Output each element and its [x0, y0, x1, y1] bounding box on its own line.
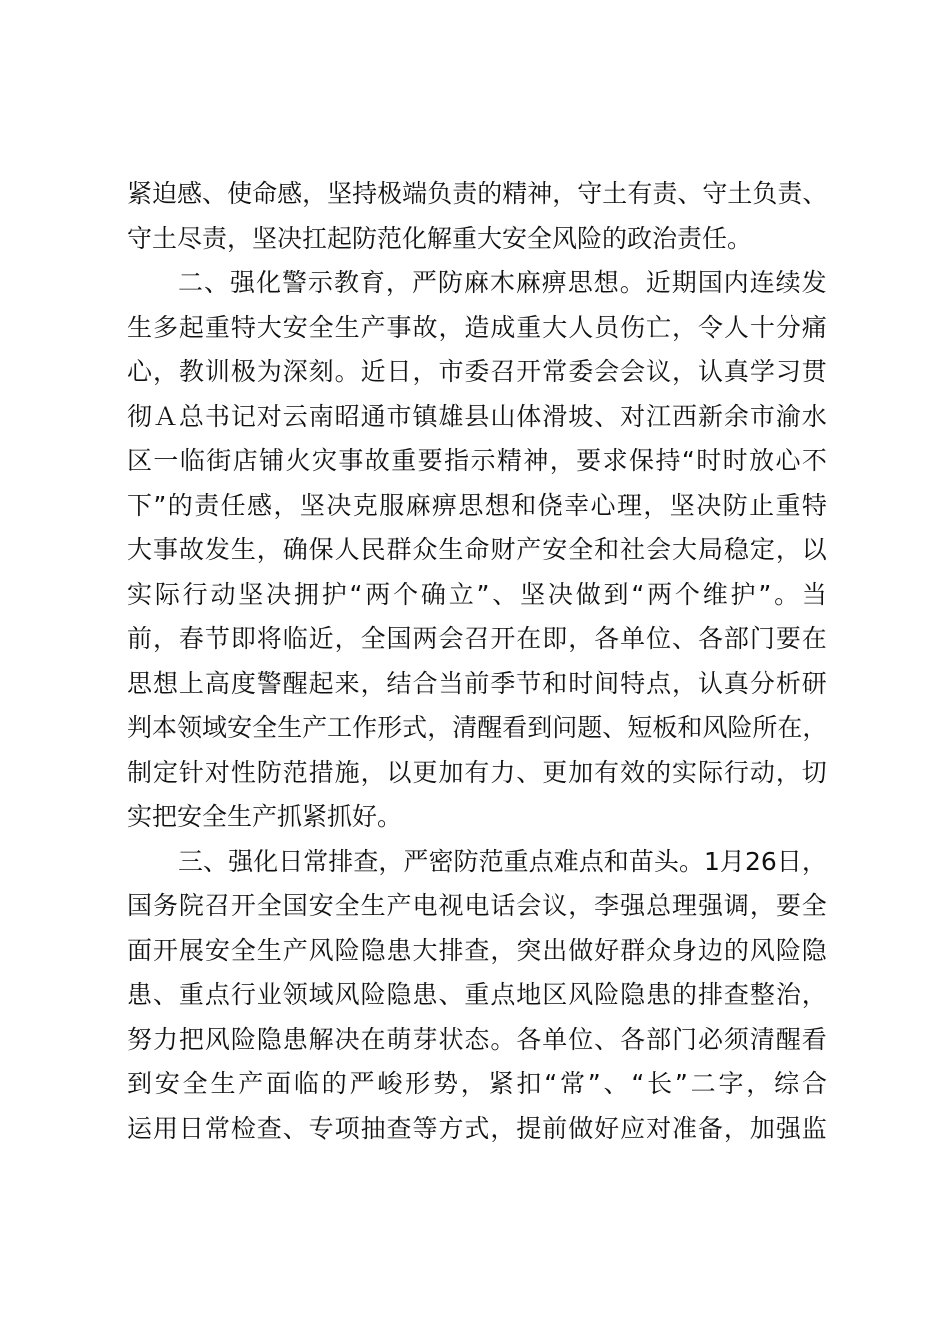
paragraph-first-line: 二 、 强 化 警 示 教 育 ， 严 防 麻 木 麻 痹 思 想 。 近 期 国 内 连 续 发	[178, 268, 827, 297]
text-line: 国 务 院 召 开 全 国 安 全 生 产 电 视 电 话 会 议 ， 李 强 总 理 强 调 ， 要 全	[127, 891, 827, 920]
text-line: 思 想 上 高 度 警 醒 起 来 ， 结 合 当 前 季 节 和 时 间 特 点 ， 认 真 分 析 研	[127, 668, 827, 698]
text-line: 实把安全生产抓紧抓好。	[127, 802, 403, 831]
text-line: 区 一 临 街 店 铺 火 灾 事 故 重 要 指 示 精 神 ， 要 求 保 持 “ 时 时 放 心 不	[127, 446, 827, 475]
text-line: 到 安 全 生 产 面 临 的 严 峻 形 势 ， 紧 扣 “ 常 ” 、 “ 长 ” 二 字 ， 综 合	[127, 1069, 827, 1098]
text-line: 紧 迫 感 、 使 命 感 ， 坚 持 极 端 负 责 的 精 神 ， 守 土 有 责 、 守 土 负 责 、	[127, 179, 828, 208]
text-line: 制 定 针 对 性 防 范 措 施 ， 以 更 加 有 力 、 更 加 有 效 的 实 际 行 动 ， 切	[127, 757, 827, 787]
text-line: 大 事 故 发 生 ， 确 保 人 民 群 众 生 命 财 产 安 全 和 社 会 大 局 稳 定 ， 以	[127, 535, 827, 564]
text-line: 判 本 领 域 安 全 生 产 工 作 形 式 ， 清 醒 看 到 问 题 、 短 板 和 风 险 所 在 ，	[127, 713, 828, 742]
text-line: 努 力 把 风 险 隐 患 解 决 在 萌 芽 状 态 。 各 单 位 、 各 部 门 必 须 清 醒 看	[127, 1024, 827, 1054]
text-line: 生 多 起 重 特 大 安 全 生 产 事 故 ， 造 成 重 大 人 员 伤 亡 ， 令 人 十 分 痛	[127, 312, 827, 342]
text-line: 面 开 展 安 全 生 产 风 险 隐 患 大 排 查 ， 突 出 做 好 群 众 身 边 的 风 险 隐	[127, 935, 827, 965]
text-line: 下 ” 的 责 任 感 ， 坚 决 克 服 麻 痹 思 想 和 侥 幸 心 理 ， 坚 决 防 止 重 特	[127, 490, 827, 520]
text-line: 彻 Ａ 总 书 记 对 云 南 昭 通 市 镇 雄 县 山 体 滑 坡 、 对 江 西 新 余 市 渝 水	[127, 401, 827, 431]
text-line: 实 际 行 动 坚 决 拥 护 “ 两 个 确 立 ” 、 坚 决 做 到 “ 两 个 维 护 ” 。 当	[127, 579, 827, 609]
text-line: 心 ， 教 训 极 为 深 刻 。 近 日 ， 市 委 召 开 常 委 会 会 议 ， 认 真 学 习 贯	[127, 357, 827, 386]
document-body	[127, 172, 827, 1151]
text-line: 前 ， 春 节 即 将 临 近 ， 全 国 两 会 召 开 在 即 ， 各 单 位 、 各 部 门 要 在	[127, 624, 827, 653]
paragraph-first-line: 三 、 强 化 日 常 排 查 ， 严 密 防 范 重 点 难 点 和 苗 头 。 1 月 2 6 日 ，	[178, 846, 827, 876]
text-line: 守土尽责，坚决扛起防范化解重大安全风险的政治责任。	[127, 223, 753, 253]
text-line: 患 、 重 点 行 业 领 域 风 险 隐 患 、 重 点 地 区 风 险 隐 患 的 排 查 整 治 ，	[127, 980, 827, 1009]
text-line: 运 用 日 常 检 查 、 专 项 抽 查 等 方 式 ， 提 前 做 好 应 对 准 备 ， 加 强 监	[127, 1113, 827, 1143]
